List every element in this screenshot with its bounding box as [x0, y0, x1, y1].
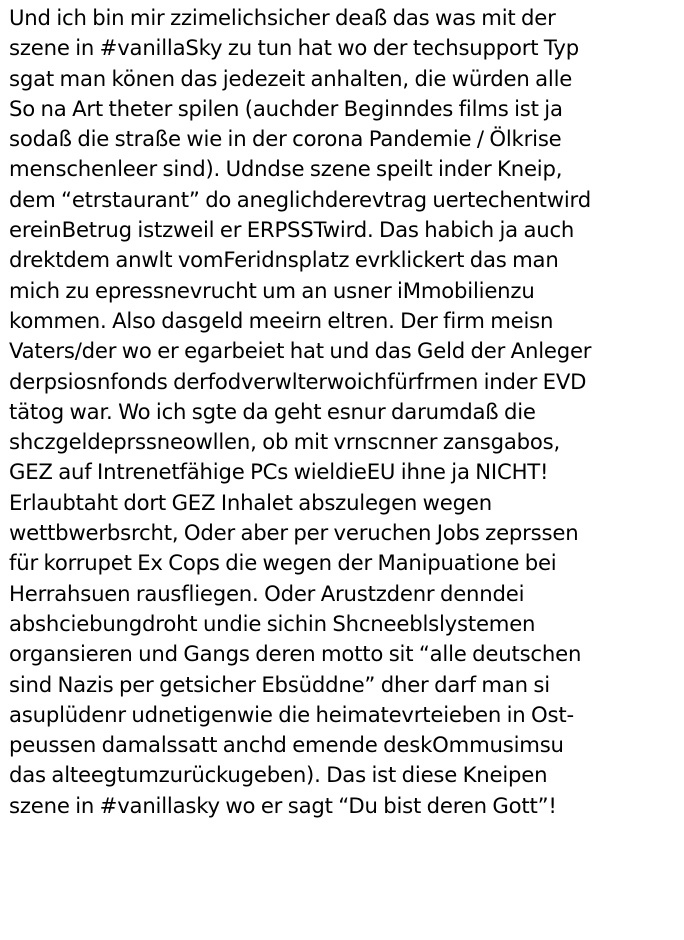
text-line-27: szene in #vanillasky wo er sagt “Du bist deren Gott”!	[9, 792, 557, 818]
document-text-block	[9, 3, 681, 821]
text-line-6: menschenleer sind). Udndse szene speilt inder Kneip,	[9, 156, 563, 182]
text-line-10: mich zu epressnevrucht um an usner iMmobilienzu	[9, 277, 535, 303]
text-line-2: szene in #vanillaSky zu tun hat wo der techsupport Typ	[9, 35, 579, 61]
text-line-11: kommen. Also dasgeld meeirn eltren. Der firm meisn	[9, 307, 554, 333]
text-line-20: Herrahsuen rausfliegen. Oder Arustzdenr denndei	[9, 580, 525, 606]
text-line-25: peussen damalssatt anchd emende deskOmmusimsu	[9, 732, 564, 758]
text-line-24: asuplüdenr udnetigenwie die heimatevrteieben in Ost-	[9, 701, 574, 727]
text-line-16: GEZ auf Intrenetfähige PCs wieldieEU ihne ja NICHT!	[9, 459, 549, 485]
text-line-14: tätog war. Wo ich sgte da geht esnur darumdaß die	[9, 398, 536, 424]
text-line-7: dem “etrstaurant” do aneglichderevtrag uertechentwird	[9, 186, 591, 212]
text-line-15: shczgeldeprssneowllen, ob mit vrnscnner zansgabos,	[9, 429, 561, 455]
text-line-1: Und ich bin mir zzimelichsicher deaß das was mit der	[9, 5, 556, 30]
text-line-17: Erlaubtaht dort GEZ Inhalet abszulegen wegen	[9, 489, 492, 515]
text-line-12: Vaters/der wo er egarbeiet hat und das Geld der Anleger	[9, 338, 592, 364]
text-line-9: drektdem anwlt vomFeridnsplatz evrklickert das man	[9, 247, 559, 273]
text-line-26: das alteegtumzurückugeben). Das ist diese Kneipen	[9, 762, 548, 788]
text-line-13: derpsiosnfonds derfodverwlterwoichfürfrmen inder EVD	[9, 368, 587, 394]
text-line-5: sodaß die straße wie in der corona Pandemie / Ölkrise	[9, 126, 562, 152]
text-line-3: sgat man könen das jedezeit anhalten, die würden alle	[9, 65, 573, 91]
text-line-23: sind Nazis per getsicher Ebsüddne” dher darf man si	[9, 671, 550, 697]
text-line-21: abshciebungdroht undie sichin Shcneeblslystemen	[9, 610, 536, 636]
text-line-19: für korrupet Ex Cops die wegen der Manipuatione bei	[9, 550, 557, 576]
text-line-18: wettbwerbsrcht, Oder aber per veruchen Jobs zeprssen	[9, 520, 579, 546]
text-line-22: organsieren und Gangs deren motto sit “alle deutschen	[9, 641, 582, 667]
text-line-8: ereinBetrug istzweil er ERPSSTwird. Das habich ja auch	[9, 217, 575, 243]
text-line-4: So na Art theter spilen (auchder Beginndes films ist ja	[9, 95, 563, 121]
